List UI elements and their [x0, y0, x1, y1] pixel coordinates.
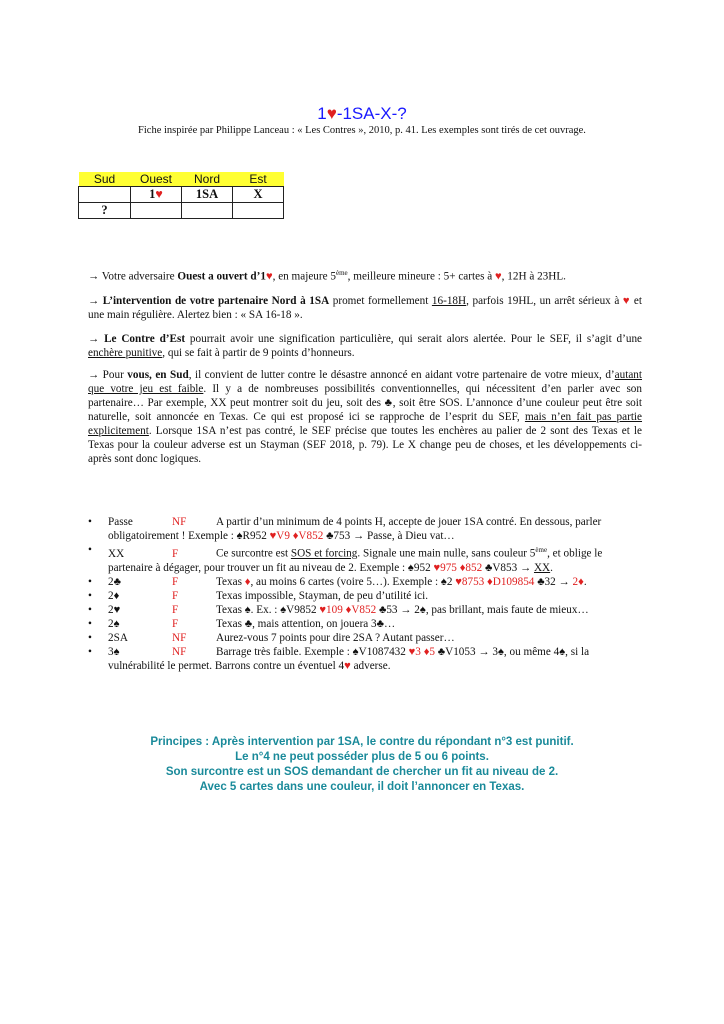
list-item-passe	[88, 515, 648, 543]
red-cards: ♥V9 ♦V852	[269, 530, 324, 542]
bid-tag: NF	[172, 645, 187, 658]
bullet-icon: •	[88, 631, 92, 644]
bid-name: 2♥	[108, 603, 121, 616]
text: , parfois 19HL, un arrêt sérieux à	[466, 295, 623, 307]
title-sequence: -1SA-X-?	[336, 104, 407, 123]
text: Texas ♣, mais attention, on jouera 3♣…	[216, 617, 396, 630]
superscript: ème	[335, 269, 348, 277]
bid-tag: F	[172, 547, 179, 560]
bid-tag: F	[172, 603, 179, 616]
bidding-row-2	[79, 203, 284, 219]
principle-line: Le n°4 ne peut posséder plus de 5 ou 6 points.	[235, 751, 489, 763]
heart-icon: ♥	[622, 295, 631, 307]
bid-tag: F	[172, 575, 179, 588]
text: ♣V1053 → 3♠, ou même 4♠, si la vulnérabilité le permet. Barrons contre un éventuel 4	[108, 645, 590, 672]
bid-tag: NF	[172, 516, 187, 528]
heart-icon: ♥	[495, 270, 502, 283]
text: Texas	[216, 575, 245, 588]
list-item-2sa	[88, 631, 648, 645]
arrow-icon: →	[88, 295, 103, 307]
text-underlined: autant que votre jeu est faible	[88, 369, 643, 395]
bid-name: 3♠	[108, 645, 120, 658]
heart-icon: ♥	[155, 187, 163, 201]
bidding-row-1	[79, 187, 284, 203]
bid-tag: F	[172, 617, 179, 630]
text: ♣753 → Passe, à Dieu vat…	[323, 530, 455, 542]
text-bold: vous, en Sud	[127, 369, 189, 381]
title-level: 1	[317, 104, 327, 123]
bid-name: 2SA	[108, 631, 128, 644]
paragraph-sud	[88, 368, 642, 466]
text-underlined: mais n’en fait pas partie explicitement	[88, 411, 643, 437]
text: Aurez-vous 7 points pour dire 2SA ? Autant passer…	[216, 631, 455, 644]
text-bold: Ouest a ouvert d’1	[177, 270, 266, 283]
text: , 12H à 23HL.	[501, 270, 566, 283]
bullet-icon: •	[88, 575, 92, 588]
text: , en majeure 5	[272, 270, 336, 283]
subtitle: Fiche inspirée par Philippe Lanceau : « Les Contres », 2010, p. 41. Les exemples sont tirés de cet ouvrage.	[138, 125, 586, 136]
text: ♣V853 →	[482, 561, 534, 574]
text-underlined: XX	[533, 561, 551, 574]
heart-icon: ♥	[265, 270, 273, 283]
text: .	[583, 575, 587, 588]
list-item-2d	[88, 589, 648, 603]
list-item-3s	[88, 645, 648, 673]
superscript: ème	[535, 546, 548, 554]
cell-sud-1	[79, 187, 131, 203]
bid-name: 2♠	[108, 617, 120, 630]
text-underlined: SOS et forcing	[290, 547, 358, 560]
bullet-icon: •	[88, 544, 92, 556]
red-cards: ♥975 ♦852	[433, 561, 483, 574]
text-underlined: enchère punitive	[88, 347, 163, 359]
cell-ouest-1	[131, 187, 182, 203]
text: , au moins 6 cartes (voire 5…). Exemple : ♠2	[250, 575, 456, 588]
paragraph-nord	[88, 294, 642, 322]
text: ♣53 → 2♠, pas brillant, mais faute de mieux…	[376, 603, 589, 616]
page-title	[0, 104, 724, 124]
header-nord: Nord	[182, 172, 233, 187]
list-item-2c	[88, 575, 648, 589]
arrow-icon: →	[88, 270, 102, 283]
list-item-2s	[88, 617, 648, 631]
list-item-xx	[88, 543, 648, 575]
text: Pour	[102, 369, 128, 381]
text: Ce surcontre est	[216, 547, 291, 560]
bidding-header-row	[79, 172, 284, 187]
text: , il convient de lutter contre le désastre annoncé en aidant votre partenaire de votre mieux, d’	[188, 369, 615, 381]
header-sud: Sud	[79, 172, 131, 187]
bullet-icon: •	[88, 617, 92, 630]
header-ouest: Ouest	[131, 172, 182, 187]
text-bold: L’intervention de votre partenaire Nord à 1SA	[102, 295, 330, 307]
bid-list	[88, 515, 648, 673]
cell-nord-2	[182, 203, 233, 219]
bullet-icon: •	[88, 645, 92, 658]
bullet-icon: •	[88, 589, 92, 602]
red-cards: ♥8753 ♦D109854	[455, 575, 535, 588]
heart-icon: ♥	[326, 104, 337, 123]
bullet-icon: •	[88, 603, 92, 616]
arrow-icon: →	[88, 333, 105, 345]
text-bold: Le Contre d’Est	[104, 333, 186, 345]
red-cards: 2♦	[572, 575, 584, 588]
bid-name: Passe	[108, 516, 133, 528]
text: . Signale une main nulle, sans couleur 5	[357, 547, 536, 560]
text-underlined: 16-18H	[431, 295, 467, 307]
text: Barrage très faible. Exemple : ♠V1087432	[216, 645, 409, 658]
cell-est-2	[233, 203, 284, 219]
header-est: Est	[233, 172, 284, 187]
text: . Lorsque 1SA n’est pas contré, le SEF précise que toutes les enchères au palier de 2 sont des Texas et le Texas pour la couleur adverse est un Stayman (SEF 2018, p. 79). Le X change peu de choses, et les développements ci-après sont donc logiques.	[88, 425, 642, 465]
bid-name: XX	[108, 547, 125, 560]
heart-icon: ♥	[344, 659, 351, 672]
list-item-2h	[88, 603, 648, 617]
cell-nord-1: 1SA	[182, 187, 233, 203]
principle-line: Avec 5 cartes dans une couleur, il doit l’annoncer en Texas.	[199, 781, 525, 793]
principle-line: Principes : Après intervention par 1SA, le contre du répondant n°3 est punitif.	[150, 736, 574, 748]
text: adverse.	[350, 659, 391, 672]
cell-ouest-2	[131, 203, 182, 219]
text: pourrait avoir une signification particulière, qui serait alors alertée. Pour le SEF, il s’agit d’une	[185, 333, 643, 345]
bullet-icon: •	[88, 516, 92, 528]
arrow-icon: →	[88, 369, 103, 381]
cell-est-1: X	[233, 187, 284, 203]
text: Texas impossible, Stayman, de peu d’utilité ici.	[216, 589, 429, 602]
bid-name: 2♣	[108, 575, 121, 588]
paragraph-ouest	[88, 266, 642, 284]
red-cards: ♥3 ♦5	[408, 645, 435, 658]
text: , et oblige le partenaire à dégager, pour trouver un fit au niveau de 2. Exemple : ♠952	[108, 547, 603, 574]
text: A partir d’un minimum de 4 points H, accepte de jouer 1SA contré. En dessous, parler obligatoirement ! Exemple : ♠R952	[108, 516, 602, 542]
text: , qui se fait à partir de 9 points d’honneurs.	[162, 347, 355, 359]
bidding-table	[78, 172, 284, 219]
bid-name: 2♦	[108, 589, 120, 602]
bid-tag: F	[172, 589, 179, 602]
principles-box	[0, 735, 724, 795]
paragraph-est	[88, 332, 642, 360]
text: .	[550, 561, 553, 574]
text: et une main régulière. Alertez bien : « SA 16-18 ».	[88, 295, 643, 321]
cell-sud-2: ?	[79, 203, 131, 219]
text: ♣32 →	[534, 575, 573, 588]
text: . Il y a de nombreuses possibilités conventionnelles, qui nécessitent d’en parler avec son partenaire… Par exemple, XX peut montrer soit du jeu, soit des ♣, soit être SOS. L’annonce d’une couleur peut être soit naturelle, soit annoncée en Texas. Ce qui est proposé ici se rapproche de l’esprit du SEF,	[88, 383, 642, 423]
text: Votre adversaire	[101, 270, 178, 283]
bid-tag: NF	[172, 631, 187, 644]
bid-level: 1	[149, 187, 156, 201]
text: , meilleure mineure : 5+ cartes à	[347, 270, 495, 283]
diamond-icon: ♦	[244, 575, 251, 588]
principle-line: Son surcontre est un SOS demandant de chercher un fit au niveau de 2.	[165, 766, 559, 778]
red-cards: ♥109 ♦V852	[319, 603, 377, 616]
text: promet formellement	[329, 295, 432, 307]
text: Texas ♠. Ex. : ♠V9852	[216, 603, 320, 616]
